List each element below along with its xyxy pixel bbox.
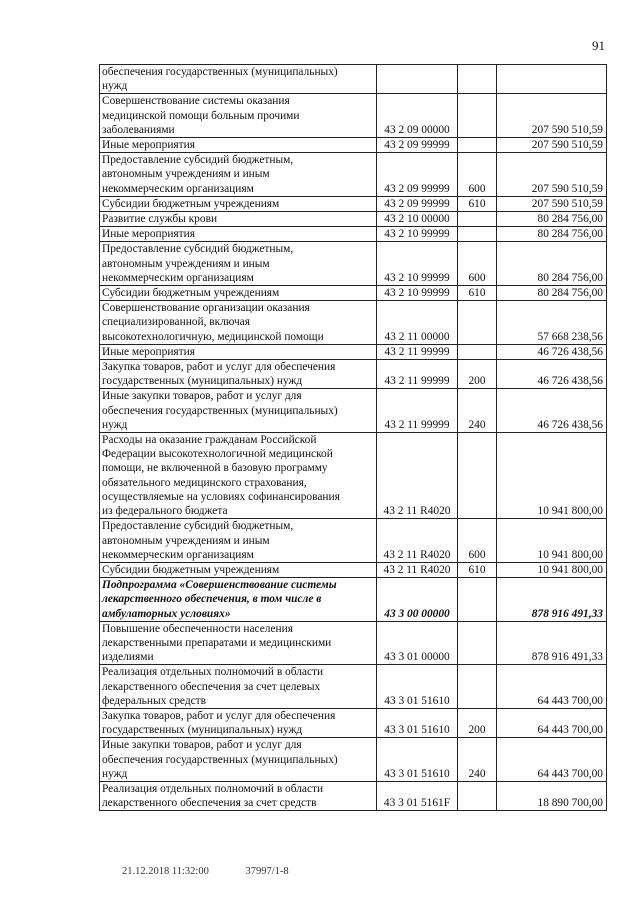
cell-name: Закупка товаров, работ и услуг для обеспечения государственных (муниципальных) нужд xyxy=(100,708,377,737)
table-row xyxy=(100,212,607,227)
table-row xyxy=(100,738,607,782)
footer-doc-id: 37997/1-8 xyxy=(245,866,289,877)
cell-sum: 46 726 438,56 xyxy=(497,389,607,433)
cell-sum: 57 668 238,56 xyxy=(497,301,607,345)
cell-name: Повышение обеспеченности населения лекарственными препаратами и медицинскими изделиями xyxy=(100,621,377,665)
cell-sum: 10 941 800,00 xyxy=(497,562,607,577)
table-row xyxy=(100,242,607,286)
footer-datetime: 21.12.2018 11:32:00 xyxy=(122,866,209,877)
table-row xyxy=(100,562,607,577)
cell-code: 43 2 09 00000 xyxy=(377,94,458,138)
cell-code: 43 2 11 99999 xyxy=(377,389,458,433)
table-row xyxy=(100,578,607,622)
table-row xyxy=(100,781,607,810)
cell-name: Субсидии бюджетным учреждениям xyxy=(100,562,377,577)
cell-type: 200 xyxy=(458,708,497,737)
cell-type: 610 xyxy=(458,286,497,301)
table-row xyxy=(100,65,607,94)
table-row xyxy=(100,138,607,153)
cell-type xyxy=(458,344,497,359)
cell-type xyxy=(458,665,497,709)
cell-code: 43 2 11 R4020 xyxy=(377,433,458,519)
cell-sum: 46 726 438,56 xyxy=(497,344,607,359)
cell-name: Субсидии бюджетным учреждениям xyxy=(100,196,377,211)
cell-code: 43 3 01 51610 xyxy=(377,738,458,782)
cell-name: Иные мероприятия xyxy=(100,138,377,153)
cell-sum: 80 284 756,00 xyxy=(497,286,607,301)
cell-name: Иные закупки товаров, работ и услуг для обеспечения государственных (муниципальных) нужд xyxy=(100,389,377,433)
cell-code: 43 2 09 99999 xyxy=(377,138,458,153)
cell-type xyxy=(458,94,497,138)
table-row xyxy=(100,227,607,242)
cell-code: 43 3 00 00000 xyxy=(377,578,458,622)
cell-code: 43 2 09 99999 xyxy=(377,196,458,211)
cell-name: Совершенствование системы оказания медицинской помощи больным прочими заболеваниями xyxy=(100,94,377,138)
budget-table xyxy=(99,64,607,811)
cell-code: 43 3 01 51610 xyxy=(377,708,458,737)
cell-name: Совершенствование организации оказания специализированной, включая высокотехнологичную, медицинской помощи xyxy=(100,301,377,345)
cell-code: 43 2 10 00000 xyxy=(377,212,458,227)
table-row xyxy=(100,360,607,389)
cell-sum: 207 590 510,59 xyxy=(497,196,607,211)
table-row xyxy=(100,196,607,211)
cell-name: Предоставление субсидий бюджетным, автономным учреждениям и иным некоммерческим организациям xyxy=(100,242,377,286)
cell-sum: 10 941 800,00 xyxy=(497,433,607,519)
cell-type xyxy=(458,227,497,242)
table-row xyxy=(100,389,607,433)
cell-name: Реализация отдельных полномочий в области лекарственного обеспечения за счет средств xyxy=(100,781,377,810)
cell-name: Предоставление субсидий бюджетным, автономным учреждениям и иным некоммерческим организациям xyxy=(100,153,377,197)
cell-type xyxy=(458,138,497,153)
cell-type: 600 xyxy=(458,153,497,197)
cell-sum: 80 284 756,00 xyxy=(497,212,607,227)
cell-type: 240 xyxy=(458,738,497,782)
cell-code: 43 3 01 51610 xyxy=(377,665,458,709)
cell-name: Развитие службы крови xyxy=(100,212,377,227)
cell-sum: 64 443 700,00 xyxy=(497,708,607,737)
cell-type: 200 xyxy=(458,360,497,389)
cell-code: 43 2 11 99999 xyxy=(377,360,458,389)
cell-code: 43 2 11 R4020 xyxy=(377,562,458,577)
cell-code xyxy=(377,65,458,94)
table-row xyxy=(100,286,607,301)
cell-sum: 80 284 756,00 xyxy=(497,227,607,242)
cell-type xyxy=(458,212,497,227)
cell-sum: 207 590 510,59 xyxy=(497,153,607,197)
cell-code: 43 2 11 99999 xyxy=(377,344,458,359)
cell-sum: 878 916 491,33 xyxy=(497,621,607,665)
cell-type xyxy=(458,781,497,810)
cell-sum: 80 284 756,00 xyxy=(497,242,607,286)
cell-code: 43 3 01 00000 xyxy=(377,621,458,665)
table-row xyxy=(100,153,607,197)
cell-name: Закупка товаров, работ и услуг для обеспечения государственных (муниципальных) нужд xyxy=(100,360,377,389)
cell-name: Иные мероприятия xyxy=(100,227,377,242)
cell-code: 43 2 09 99999 xyxy=(377,153,458,197)
cell-type xyxy=(458,621,497,665)
cell-sum: 18 890 700,00 xyxy=(497,781,607,810)
cell-code: 43 2 10 99999 xyxy=(377,227,458,242)
cell-code: 43 2 11 00000 xyxy=(377,301,458,345)
cell-type xyxy=(458,301,497,345)
cell-name: Расходы на оказание гражданам Российской Федерации высокотехнологичной медицинской помощи, не включенной в базовую программу обязательного медицинского страхования, осуществляемые на условиях софинансирования из федерального бюджета xyxy=(100,433,377,519)
cell-type: 240 xyxy=(458,389,497,433)
cell-sum: 46 726 438,56 xyxy=(497,360,607,389)
cell-code: 43 2 10 99999 xyxy=(377,242,458,286)
table-row xyxy=(100,519,607,563)
cell-sum: 878 916 491,33 xyxy=(497,578,607,622)
cell-type: 600 xyxy=(458,519,497,563)
cell-type xyxy=(458,433,497,519)
cell-name: Иные мероприятия xyxy=(100,344,377,359)
cell-name: Подпрограмма «Совершенствование системы лекарственного обеспечения, в том числе в амбулаторных условиях» xyxy=(100,578,377,622)
cell-type: 610 xyxy=(458,562,497,577)
cell-code: 43 2 10 99999 xyxy=(377,286,458,301)
table-row xyxy=(100,665,607,709)
cell-code: 43 2 11 R4020 xyxy=(377,519,458,563)
cell-name: Предоставление субсидий бюджетным, автономным учреждениям и иным некоммерческим организациям xyxy=(100,519,377,563)
cell-sum: 207 590 510,59 xyxy=(497,94,607,138)
table-row xyxy=(100,344,607,359)
table-row xyxy=(100,301,607,345)
cell-sum xyxy=(497,65,607,94)
table-row xyxy=(100,708,607,737)
cell-sum: 64 443 700,00 xyxy=(497,738,607,782)
cell-code: 43 3 01 5161F xyxy=(377,781,458,810)
footer xyxy=(122,866,323,877)
cell-type xyxy=(458,578,497,622)
cell-sum: 207 590 510,59 xyxy=(497,138,607,153)
page-number: 91 xyxy=(592,38,605,53)
cell-type: 610 xyxy=(458,196,497,211)
cell-sum: 10 941 800,00 xyxy=(497,519,607,563)
cell-sum: 64 443 700,00 xyxy=(497,665,607,709)
cell-name: Субсидии бюджетным учреждениям xyxy=(100,286,377,301)
cell-type xyxy=(458,65,497,94)
cell-name: Иные закупки товаров, работ и услуг для обеспечения государственных (муниципальных) нужд xyxy=(100,738,377,782)
table-row xyxy=(100,94,607,138)
cell-name: обеспечения государственных (муниципальных) нужд xyxy=(100,65,377,94)
budget-table-body xyxy=(100,65,607,811)
table-row xyxy=(100,433,607,519)
table-row xyxy=(100,621,607,665)
cell-type: 600 xyxy=(458,242,497,286)
cell-name: Реализация отдельных полномочий в области лекарственного обеспечения за счет целевых федеральных средств xyxy=(100,665,377,709)
